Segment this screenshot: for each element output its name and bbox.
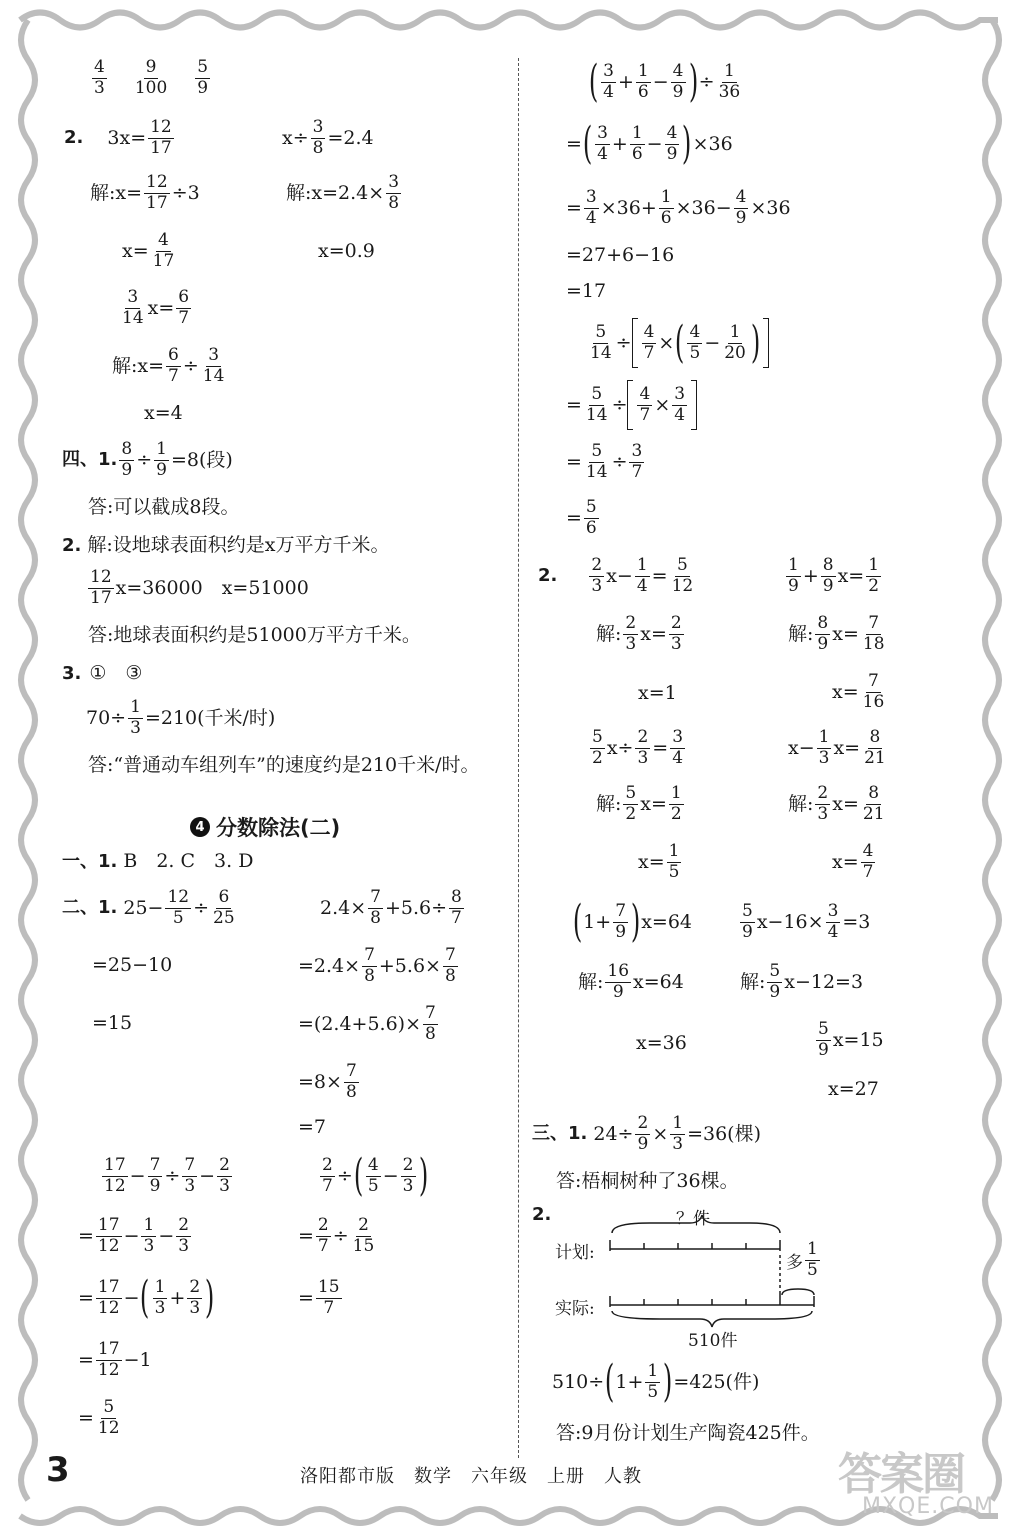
answer-text: 答:梧桐树种了36棵。 (556, 1170, 739, 1192)
equation-line: = $\frac{15}{7}$ (298, 1277, 340, 1318)
equation-line: 解: 5 2 x= $\frac{1}{2}$ (596, 783, 682, 824)
equation-line: =27+6−16 (566, 244, 675, 266)
equation-line: 二、1. 25− $\frac{12}{5}$ ÷ $\frac{6}{25}$ (62, 887, 235, 928)
equation-line: 2. 3x = $\frac{12}{17}$ (64, 117, 172, 158)
equation-line: 70÷ $\frac{1}{3}$ =210(千米/时) (86, 697, 276, 738)
equation-line: x=4 (144, 402, 183, 424)
question-label: 2. (64, 127, 84, 149)
equation-line: 5 9 x−16× $\frac{3}{4}$ =3 (742, 901, 871, 942)
equation-line: = $\frac{5}{6}$ (566, 497, 597, 538)
equation-line: =15 (92, 1012, 133, 1034)
equation-line: x=36 (636, 1032, 687, 1054)
equation-line: x= $\frac{4}{7}$ (832, 841, 874, 882)
watermark-url: MXQE.COM (862, 1494, 994, 1519)
equation-line: 三、1. 24÷ $\frac{2}{9}$ × $\frac{1}{3}$ =36(棵) (532, 1113, 761, 1154)
equation-line: = $\frac{5}{12}$ (78, 1397, 120, 1438)
equation-line: = $\frac{5}{14}$ ÷ $\frac{3}{7}$ (566, 441, 643, 482)
equation-line: x÷ $\frac{3}{8}$ =2.4 (282, 117, 374, 158)
equation-line: 解: 2 3 x= $\frac{2}{3}$ (596, 613, 682, 654)
answer-text: 答:可以截成8段。 (88, 496, 240, 518)
equation-line: 3 14 x= $\frac{6}{7}$ (122, 287, 190, 328)
equation-line: = $\frac{17}{12}$ −1 (78, 1339, 152, 1380)
equation-line: = $\frac{5}{14}$ ÷ $\frac{4}{7}$ × $\frac{3}{4}$ (566, 380, 697, 430)
fraction-row (90, 58, 212, 98)
equation-line: 解:x= $\frac{6}{7}$ ÷ $\frac{3}{14}$ (112, 345, 225, 386)
watermark-logo: 答案圈 (838, 1449, 964, 1500)
equation-line: 510÷ ( 1+ $\frac{1}{5}$ ) =425(件) (552, 1356, 760, 1408)
equation-line: 5 9 x=15 (818, 1019, 884, 1060)
equation-line: =2.4× $\frac{7}{8}$ +5.6× $\frac{7}{8}$ (298, 945, 456, 986)
answer-text: 答:地球表面积约是51000万平方千米。 (88, 624, 421, 646)
equation-line: = $\frac{17}{12}$ − $\frac{1}{3}$ − $\frac{2}{3}$ (78, 1215, 190, 1256)
section-label: 四、1. (62, 449, 118, 471)
answer-text: 答:9月份计划生产陶瓷425件。 (556, 1422, 820, 1444)
question-line: 2. 解:设地球表面积约是x万平方千米。 (62, 534, 390, 556)
diagram-more-label: 多 1 5 (786, 1239, 818, 1280)
more-brace (782, 1289, 814, 1295)
diagram-actual-label: 实际: (555, 1299, 595, 1319)
column-divider (518, 58, 519, 1458)
answer-line: 一、1. B 2. C 3. D (62, 850, 254, 872)
equation-line: =17 (566, 280, 607, 302)
equation-line: 1 9 + $\frac{8}{9}$ x= $\frac{1}{2}$ (788, 555, 880, 596)
equation-line: x=0.9 (318, 240, 375, 262)
equation-line: 解: 8 9 x= $\frac{7}{18}$ (788, 613, 885, 654)
equation-line: x= $\frac{7}{16}$ (832, 671, 885, 712)
equation-line: =(2.4+5.6)× $\frac{7}{8}$ (298, 1003, 436, 1044)
equation-line: ( 1+ $\frac{7}{9}$ ) x=64 (572, 896, 692, 948)
equation-line: x=27 (828, 1078, 879, 1100)
equation-line: = $\frac{3}{4}$ ×36+ $\frac{1}{6}$ ×36− $\frac{4}{9}$ ×36 (566, 187, 791, 228)
equation-line: $\frac{5}{14}$ ÷ $\frac{4}{7}$ × ( 4 5 − $\frac{1}{20}$ ) (586, 318, 769, 368)
question-line: 3. ① ③ (62, 662, 143, 684)
equation-line: ( 3 4 + $\frac{1}{6}$ − $\frac{4}{9}$ ) ÷ $\frac{1}{36}$ (588, 56, 741, 108)
equation-line: x= $\frac{4}{17}$ (122, 230, 175, 271)
actual-brace (612, 1311, 812, 1327)
equation-line: =25−10 (92, 954, 173, 976)
page-number: 3 (46, 1450, 70, 1490)
diagram-question-label: ？件 (676, 1209, 710, 1229)
equation-line: x− $\frac{1}{3}$ x= $\frac{8}{21}$ (788, 727, 886, 768)
fraction: 4 3 (94, 57, 105, 98)
equation-line: = ( 3 4 + $\frac{1}{6}$ − $\frac{4}{9}$ ) ×36 (566, 118, 733, 170)
equation-line: =8× $\frac{7}{8}$ (298, 1061, 357, 1102)
equation-line: x=1 (638, 682, 677, 704)
question-label: 2. (532, 1204, 552, 1225)
equation-line: 解: 16 9 x=64 (578, 961, 684, 1002)
equation-line: 解: 5 9 x−12=3 (740, 961, 864, 1002)
equation-line: 解:x= $\frac{12}{17}$ ÷3 (90, 172, 200, 213)
equation-line: =7 (298, 1116, 327, 1138)
footer-text: 洛阳都市版 数学 六年级 上册 人教 (300, 1466, 642, 1487)
equation-line: $\frac{2}{7}$ ÷ ( 4 5 − $\frac{2}{3}$ ) (322, 1150, 428, 1202)
heading-number-badge: 4 (190, 817, 210, 837)
diagram-plan-label: 计划: (555, 1243, 595, 1263)
equation-line: 12 17 x=36000 x=51000 (90, 567, 309, 608)
equation-line: x= $\frac{1}{5}$ (638, 841, 680, 882)
equation-line: 17 12 − $\frac{7}{9}$ ÷ $\frac{7}{3}$ − $\frac{2}{3}$ (104, 1155, 230, 1196)
equation-line: 2. 2 3 x− $\frac{1}{4}$ = $\frac{5}{12}$ (538, 555, 694, 596)
answer-text: 答:“普通动车组列车”的速度约是210千米/时。 (88, 754, 480, 776)
equation-line: 解: 2 3 x= $\frac{8}{21}$ (788, 783, 885, 824)
equation-line: 四、1. $\frac{8}{9}$ ÷ $\frac{1}{9}$ =8(段) (62, 439, 233, 480)
fraction: 9 100 (134, 57, 168, 98)
diagram-total-label: 510件 (688, 1331, 738, 1351)
fraction: 5 9 (197, 57, 209, 98)
equation-line: = $\frac{17}{12}$ − ( 1 3 + $\frac{2}{3}$ ) (78, 1272, 215, 1324)
equation-line: 5 2 x÷ $\frac{2}{3}$ = $\frac{3}{4}$ (592, 727, 684, 768)
equation-line: = $\frac{2}{7}$ ÷ $\frac{2}{15}$ (298, 1215, 375, 1256)
section-heading: 4 分数除法(二) (190, 812, 340, 842)
equation-line: 解:x=2.4× $\frac{3}{8}$ (286, 172, 400, 213)
equation-line: 2.4× $\frac{7}{8}$ +5.6÷ $\frac{8}{7}$ (320, 887, 462, 928)
